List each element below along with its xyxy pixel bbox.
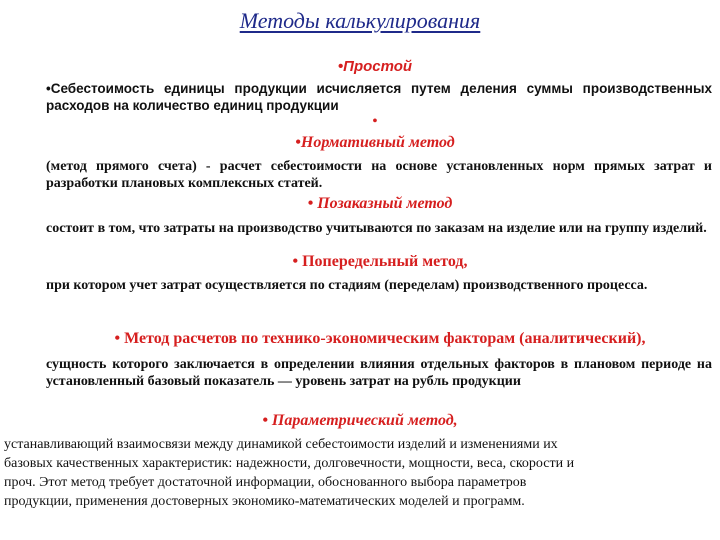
text-line: устанавливающий взаимосвязи между динамикой себестоимости изделий и изменениями их (4, 437, 558, 452)
text-line: базовых качественных характеристик: надежности, долговечности, мощности, веса, скорости и (4, 456, 575, 471)
heading-normative: •Нормативный метод (295, 134, 455, 151)
text-line: проч. Этот метод требует достаточной информации, обоснованного выбора параметров (4, 475, 527, 490)
text-process: при котором учет затрат осуществляется по стадиям (переделам) производственного процесса. (46, 278, 648, 293)
heading-order: • Позаказный метод (307, 195, 453, 212)
text-order: состоит в том, что затраты на производство учитываются по заказам на изделие или на группу изделий. (46, 221, 707, 236)
heading-simple: •Простой (337, 58, 413, 75)
text-simple: •Себестоимость единицы продукции исчисляется путем деления суммы производственных расходов на количество единиц продукции (46, 81, 712, 113)
text-line: продукции, применения достоверных экономико-математических моделей и программ. (4, 494, 525, 509)
heading-parametric: • Параметрический метод, (262, 412, 458, 429)
text-analytical: сущность которого заключается в определении влияния отдельных факторов в плановом периоде на установленный базовый показатель — уровень затрат на рубль продукции (46, 357, 712, 389)
text-parametric (4, 435, 720, 511)
bullet-separator: • (372, 114, 378, 129)
text-normative: (метод прямого счета) - расчет себестоимости на основе установленных норм прямых затрат и разработки плановых комплексных статей. (46, 159, 712, 191)
heading-analytical: • Метод расчетов по технико-экономическим факторам (аналитический), (114, 330, 646, 347)
page-title: Методы калькулирования (239, 8, 481, 33)
heading-process: • Попередельный метод, (292, 253, 468, 270)
